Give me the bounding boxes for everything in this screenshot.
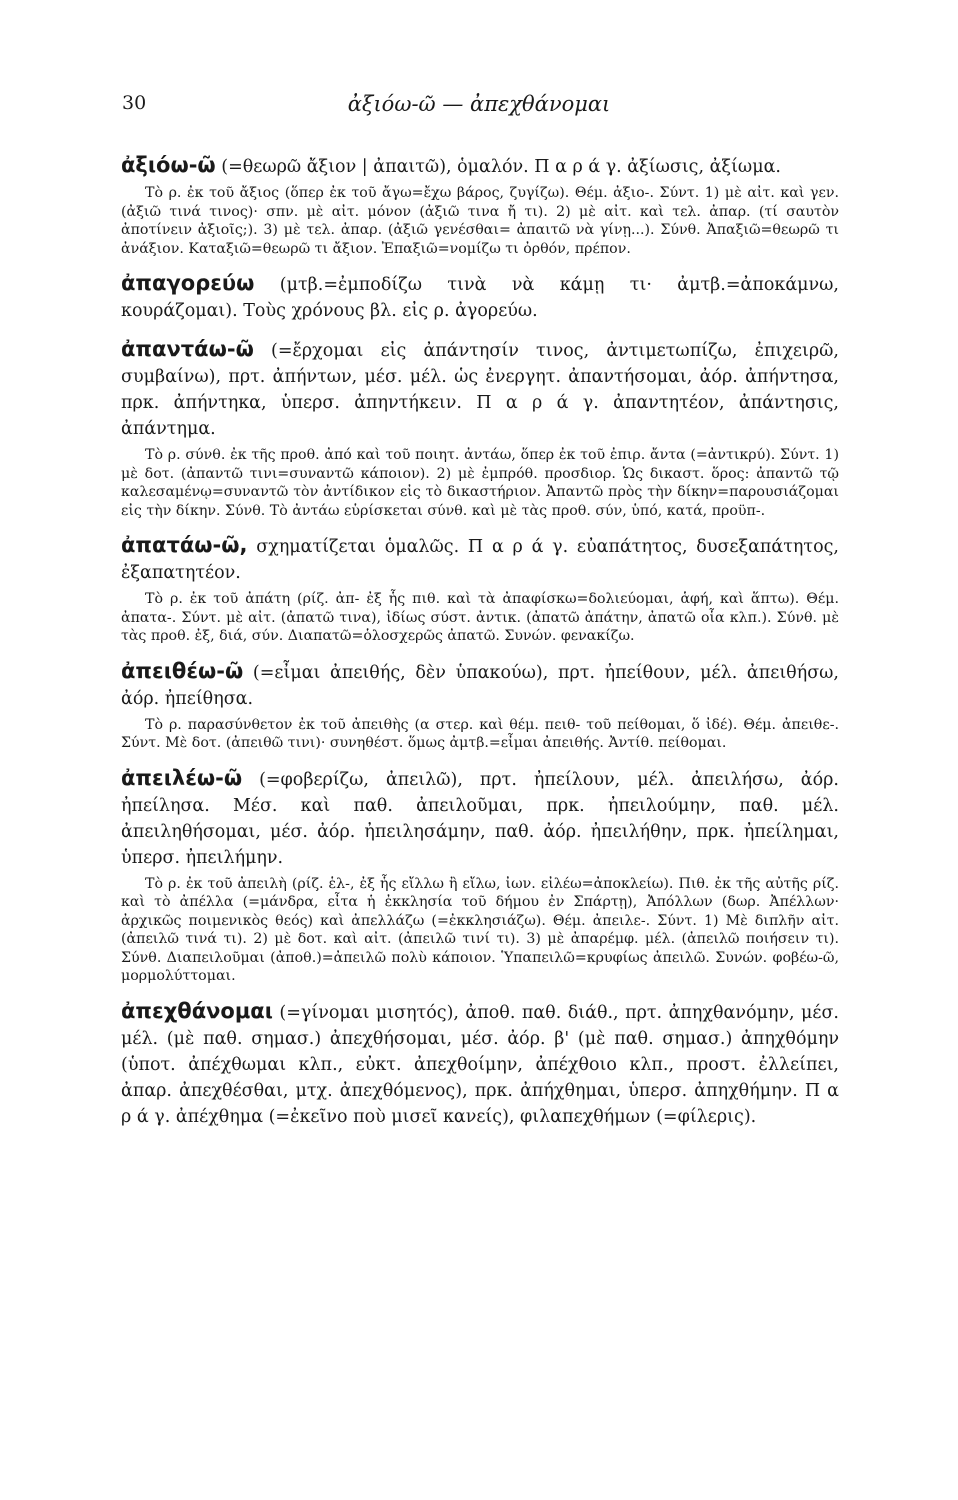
entry-apeitheo — [121, 658, 839, 753]
entry-apagoreuo — [121, 270, 839, 324]
entry-apeileo — [121, 765, 839, 986]
entry-head — [121, 336, 839, 442]
definition: (=θεωρῶ ἄξιον | ἀπαιτῶ), ὁμαλόν. Π α ρ ά γ. ἀξίωσις, ἀξίωμα. — [221, 157, 781, 177]
entry-apechthanomai — [121, 998, 839, 1130]
entry-apatao — [121, 532, 839, 646]
definition: (=φοβερίζω, ἀπειλῶ), πρτ. ἠπείλουν, μέλ. ἀπειλήσω, ἀόρ. ἠπείλησα. Μέσ. καὶ παθ. ἀπειλοῦμαι, πρκ. ἠπειλούμην, παθ. μέλ. ἀπειληθήσομαι, μέσ. ἀόρ. ἠπειλησάμην, παθ. ἀόρ. ἠπειλήθην, πρκ. ἠπείλημαι, ὑπερσ. ἠπειλήμην. — [121, 769, 839, 868]
etymology: Τὸ ρ. σύνθ. ἐκ τῆς προθ. ἀπό καὶ τοῦ ποιητ. ἀντάω, ὅπερ ἐκ τοῦ ἐπιρ. ἄντα (=ἀντικρύ). Σύντ. 1) μὲ δοτ. (ἀπαντῶ τινι=συναντῶ κάποιον). 2) μὲ ἐμπρόθ. προσδιορ. Ὡς δικαστ. ὅρος: ἀπαντῶ τῷ καλεσαμένῳ=συναντῶ τὸν ἀντίδικον εἰς τὸ δικαστήριον. Ἀπαντῶ πρὸς τὴν δίκην=παρουσιάζομαι εἰς τὴν δίκην. Σύνθ. Τὸ ἀντάω εὑρίσκεται σύνθ. καὶ μὲ τὰς προθ. σύν, ὑπό, κατά, προϋπ-. — [121, 447, 839, 519]
definition: (=ἔρχομαι εἰς ἀπάντησίν τινος, ἀντιμετωπίζω, ἐπιχειρῶ, συμβαίνω), πρτ. ἀπήντων, μέσ. μέλ. ὡς ἐνεργητ. ἀπαντήσομαι, ἀόρ. ἀπήντησα, πρκ. ἀπήντηκα, ὑπερσ. ἀπηντήκειν. Π α ρ ά γ. ἀπαντητέον, ἀπάντησις, ἀπάντημα. — [121, 341, 839, 439]
entry-head — [121, 765, 839, 871]
lemma: ἀπαγορεύω — [121, 271, 255, 295]
entries-column — [121, 152, 839, 1142]
definition: σχηματίζεται ὁμαλῶς. Π α ρ ά γ. εὐαπάτητος, δυσεξαπάτητος, ἐξαπατητέον. — [121, 537, 839, 583]
etymology: Τὸ ρ. παρασύνθετον ἐκ τοῦ ἀπειθὴς (α στερ. καὶ θέμ. πειθ- τοῦ πείθομαι, ὅ ἰδέ). Θέμ. ἀπειθε-. Σύντ. Μὲ δοτ. (ἀπειθῶ τινι)· συνηθέστ. ὅμως ἀμτβ.=εἶμαι ἀπειθής. Ἀντίθ. πείθομαι. — [121, 716, 839, 751]
lemma: ἀπεχθάνομαι — [121, 998, 273, 1023]
running-title: ἀξιόω-ῶ — ἀπεχθάνομαι — [347, 92, 611, 116]
lemma: ἀπατάω-ῶ, — [121, 533, 248, 557]
lemma: ἀπειλέω-ῶ — [121, 765, 243, 790]
lemma: ἀξιόω-ῶ — [121, 153, 216, 177]
definition: (=γίνομαι μισητός), ἀποθ. παθ. διάθ., πρτ. ἀπηχθανόμην, μέσ. μέλ. (μὲ παθ. σημασ.) ἀπεχθήσομαι, μέσ. ἀόρ. β' (μὲ παθ. σημασ.) ἀπηχθόμην (ὑποτ. ἀπέχθωμαι κλπ., εὐκτ. ἀπεχθοίμην, ἀπέχθοιο κλπ., προστ. ἐλλείπει, ἀπαρ. ἀπεχθέσθαι, μτχ. ἀπεχθόμενος), πρκ. ἀπήχθημαι, ὑπερσ. ἀπηχθήμην. Π α ρ ά γ. ἀπέχθημα (=ἐκεῖνο ποὺ μισεῖ κανείς), φιλαπεχθήμων (=φίλερις). — [121, 1002, 839, 1127]
etymology: Τὸ ρ. ἐκ τοῦ ἀπειλὴ (ρίζ. ἑλ-, ἐξ ἧς εἴλλω ἢ εἴλω, ἰων. εἰλέω=ἀποκλείω). Πιθ. ἐκ τῆς αὐτῆς ρίζ. καὶ τὸ ἀπέλλα (=μάνδρα, εἶτα ἡ ἐκκλησία τοῦ δήμου ἐν Σπάρτῃ), Ἀπόλλων (δωρ. Ἀπέλλων· ἀρχικῶς ποιμενικὸς θεός) καὶ ἀπελλάζω (=ἐκκλησιάζω). Θέμ. ἀπειλε-. Σύντ. 1) Μὲ διπλῆν αἰτ. (ἀπειλῶ τινά τι). 2) μὲ δοτ. καὶ αἰτ. (ἀπειλῶ τινί τι). 3) μὲ ἀπαρέμφ. μέλ. (ἀπειλῶ ποιήσειν τι). Σύνθ. Διαπειλοῦμαι (ἀποθ.)=ἀπειλῶ πολὺ κάποιον. Ὑπαπειλῶ=κρυφίως ἀπειλῶ. Συνών. φοβέω-ῶ, μορμολύττομαι. — [121, 875, 839, 984]
definition: (=εἶμαι ἀπειθής, δὲν ὑπακούω), πρτ. ἠπείθουν, μέλ. ἀπειθήσω, ἀόρ. ἠπείθησα. — [121, 662, 839, 709]
entry-head — [121, 532, 839, 586]
entry-head — [121, 658, 839, 712]
etymology: Τὸ ρ. ἐκ τοῦ ἄξιος (ὅπερ ἐκ τοῦ ἄγω=ἔχω βάρος, ζυγίζω). Θέμ. ἀξιο-. Σύντ. 1) μὲ αἰτ. καὶ γεν. (ἀξιῶ τινά τινος)· σπν. μὲ αἰτ. μόνον (ἀξιῶ τινα ἤ τι). 2) μὲ αἰτ. καὶ τελ. ἀπαρ. (τί σαυτὸν ἀποτίνειν ἀξιοῖς;). 3) μὲ τελ. ἀπαρ. (ἀξιῶ γενέσθαι= ἀπαιτῶ νὰ γίνῃ...). Σύνθ. Ἀπαξιῶ=θεωρῶ τι ἀνάξιον. Καταξιῶ=θεωρῶ τι ἄξιον. Ἐπαξιῶ=νομίζω τι ὀρθόν, πρέπον. — [121, 185, 839, 257]
page-number: 30 — [122, 92, 147, 114]
lemma: ἀπαντάω-ῶ — [121, 337, 254, 361]
entry-head — [121, 270, 839, 324]
definition: (μτβ.=ἐμποδίζω τινὰ νὰ κάμῃ τι· ἀμτβ.=ἀποκάμνω, κουράζομαι). Τοὺς χρόνους βλ. εἰς ρ. ἀγορεύω. — [121, 275, 839, 321]
lemma: ἀπειθέω-ῶ — [121, 658, 244, 683]
entry-axioo — [121, 152, 839, 258]
entry-head — [121, 998, 839, 1130]
entry-apantao — [121, 336, 839, 520]
entry-head — [121, 152, 839, 180]
etymology: Τὸ ρ. ἐκ τοῦ ἀπάτη (ρίζ. ἀπ- ἐξ ἧς πιθ. καὶ τὰ ἀπαφίσκω=δολιεύομαι, ἁφή, καὶ ἅπτω). Θέμ. ἀπατα-. Σύντ. μὲ αἰτ. (ἀπατῶ τινα), ἰδίως σύστ. ἀντικ. (ἀπατῶ ἀπάτην, ἀπατῶ οἷα κλπ.). Σύνθ. μὲ τὰς προθ. ἐξ, διά, σύν. Διαπατῶ=ὁλοσχερῶς ἀπατῶ. Συνών. φενακίζω. — [121, 591, 839, 644]
